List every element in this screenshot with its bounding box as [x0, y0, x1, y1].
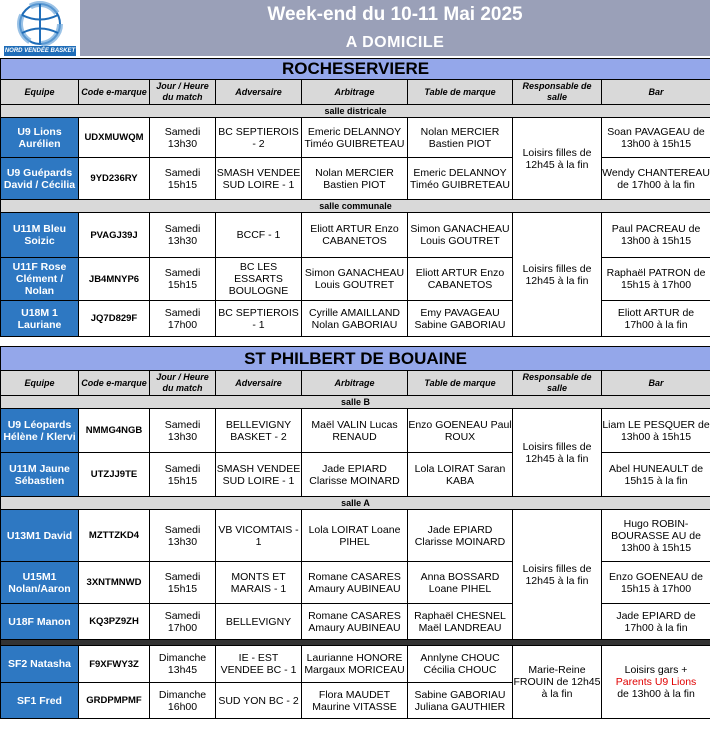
arbitrage-cell: Cyrille AMAILLAND Nolan GABORIAU: [302, 301, 408, 337]
salle-label: salle districale: [1, 105, 710, 118]
slot-cell: Samedi 13h30: [150, 409, 216, 453]
bar-line: de 13h00 à la fin: [617, 688, 695, 700]
opponent-cell: VB VICOMTAIS - 1: [216, 510, 302, 562]
slot-cell: Samedi 13h30: [150, 213, 216, 258]
page-subtitle: A DOMICILE: [80, 30, 710, 56]
opponent-cell: BELLEVIGNY: [216, 604, 302, 640]
team-cell: U11M Bleu Soizic: [1, 213, 79, 258]
code-cell: UDXMUWQM: [79, 118, 150, 158]
column-header: Code e-marque: [79, 371, 150, 396]
column-header: Bar: [602, 80, 710, 105]
schedule-table-rocheserviere: [0, 58, 710, 337]
arbitrage-cell: Romane CASARES Amaury AUBINEAU: [302, 604, 408, 640]
arbitrage-cell: Emeric DELANNOY Timéo GUIBRETEAU: [302, 118, 408, 158]
opponent-cell: SUD YON BC - 2: [216, 683, 302, 719]
table-row: [1, 604, 710, 640]
opponent-cell: BCCF - 1: [216, 213, 302, 258]
table-cell: Raphaël CHESNEL Maël LANDREAU: [408, 604, 513, 640]
table-cell: Annlyne CHOUC Cécilia CHOUC: [408, 646, 513, 683]
bar-highlight: Parents U9 Lions: [615, 676, 697, 688]
slot-cell: Samedi 15h15: [150, 258, 216, 301]
table-row: [1, 510, 710, 562]
club-logo: [0, 0, 80, 58]
logo-text: NORD VENDÉE BASKET: [4, 48, 76, 54]
column-header: Adversaire: [216, 80, 302, 105]
team-cell: U13M1 David: [1, 510, 79, 562]
column-header: Responsable de salle: [513, 80, 602, 105]
slot-cell: Dimanche 16h00: [150, 683, 216, 719]
code-cell: JQ7D829F: [79, 301, 150, 337]
responsable-cell: Loisirs filles de 12h45 à la fin: [513, 213, 602, 337]
table-row: [1, 118, 710, 158]
slot-cell: Samedi 15h15: [150, 562, 216, 604]
code-cell: MZTTZKD4: [79, 510, 150, 562]
column-header: Code e-marque: [79, 80, 150, 105]
opponent-cell: IE - EST VENDEE BC - 1: [216, 646, 302, 683]
table-cell: Eliott ARTUR Enzo CABANETOS: [408, 258, 513, 301]
opponent-cell: BC LES ESSARTS BOULOGNE: [216, 258, 302, 301]
venue-title: ST PHILBERT DE BOUAINE: [1, 347, 710, 371]
slot-cell: Samedi 17h00: [150, 301, 216, 337]
responsable-cell: Loisirs filles de 12h45 à la fin: [513, 118, 602, 200]
bar-cell: Jade EPIARD de 17h00 à la fin: [602, 604, 710, 640]
code-cell: KQ3PZ9ZH: [79, 604, 150, 640]
column-header: Arbitrage: [302, 80, 408, 105]
table-row: [1, 258, 710, 301]
opponent-cell: MONTS ET MARAIS - 1: [216, 562, 302, 604]
bar-cell: Eliott ARTUR de 17h00 à la fin: [602, 301, 710, 337]
bar-cell: Soan PAVAGEAU de 13h00 à 15h15: [602, 118, 710, 158]
arbitrage-cell: Maël VALIN Lucas RENAUD: [302, 409, 408, 453]
table-row: [1, 213, 710, 258]
code-cell: F9XFWY3Z: [79, 646, 150, 683]
code-cell: NMMG4NGB: [79, 409, 150, 453]
arbitrage-cell: Laurianne HONORE Margaux MORICEAU: [302, 646, 408, 683]
team-cell: U18F Manon: [1, 604, 79, 640]
table-row: [1, 158, 710, 200]
table-row: [1, 646, 710, 683]
table-cell: Sabine GABORIAU Juliana GAUTHIER: [408, 683, 513, 719]
schedule-table-st-philbert: [0, 346, 710, 719]
column-header: Jour / Heure du match: [150, 80, 216, 105]
bar-line: Loisirs gars +: [624, 664, 688, 676]
slot-cell: Samedi 13h30: [150, 510, 216, 562]
column-header: Equipe: [1, 80, 79, 105]
opponent-cell: BELLEVIGNY BASKET - 2: [216, 409, 302, 453]
arbitrage-cell: Simon GANACHEAU Louis GOUTRET: [302, 258, 408, 301]
column-header: Equipe: [1, 371, 79, 396]
arbitrage-cell: Lola LOIRAT Loane PIHEL: [302, 510, 408, 562]
bar-cell: Raphaël PATRON de 15h15 à 17h00: [602, 258, 710, 301]
team-cell: U9 Guépards David / Cécilia: [1, 158, 79, 200]
table-cell: Nolan MERCIER Bastien PIOT: [408, 118, 513, 158]
opponent-cell: SMASH VENDEE SUD LOIRE - 1: [216, 453, 302, 497]
bar-cell: Liam LE PESQUER de 13h00 à 15h15: [602, 409, 710, 453]
bar-cell: Hugo ROBIN-BOURASSE AU de 13h00 à 15h15: [602, 510, 710, 562]
code-cell: GRDPMPMF: [79, 683, 150, 719]
column-header: Bar: [602, 371, 710, 396]
team-cell: U11F Rose Clément / Nolan: [1, 258, 79, 301]
arbitrage-cell: Romane CASARES Amaury AUBINEAU: [302, 562, 408, 604]
arbitrage-cell: Eliott ARTUR Enzo CABANETOS: [302, 213, 408, 258]
slot-cell: Samedi 17h00: [150, 604, 216, 640]
slot-cell: Samedi 15h15: [150, 453, 216, 497]
opponent-cell: SMASH VENDEE SUD LOIRE - 1: [216, 158, 302, 200]
table-cell: Anna BOSSARD Loane PIHEL: [408, 562, 513, 604]
team-cell: U15M1 Nolan/Aaron: [1, 562, 79, 604]
code-cell: 3XNTMNWD: [79, 562, 150, 604]
column-header: Arbitrage: [302, 371, 408, 396]
team-cell: SF1 Fred: [1, 683, 79, 719]
table-cell: Enzo GOENEAU Paul ROUX: [408, 409, 513, 453]
table-row: [1, 562, 710, 604]
team-cell: U18M 1 Lauriane: [1, 301, 79, 337]
column-header: Jour / Heure du match: [150, 371, 216, 396]
column-header: Table de marque: [408, 371, 513, 396]
code-cell: UTZJJ9TE: [79, 453, 150, 497]
team-cell: U9 Lions Aurélien: [1, 118, 79, 158]
arbitrage-cell: Jade EPIARD Clarisse MOINARD: [302, 453, 408, 497]
code-cell: 9YD236RY: [79, 158, 150, 200]
bar-cell: Paul PACREAU de 13h00 à 15h15: [602, 213, 710, 258]
bar-cell: Abel HUNEAULT de 15h15 à la fin: [602, 453, 710, 497]
team-cell: SF2 Natasha: [1, 646, 79, 683]
team-cell: U11M Jaune Sébastien: [1, 453, 79, 497]
venue-title: ROCHESERVIERE: [1, 59, 710, 80]
table-cell: Jade EPIARD Clarisse MOINARD: [408, 510, 513, 562]
table-row: [1, 453, 710, 497]
table-cell: Lola LOIRAT Saran KABA: [408, 453, 513, 497]
table-cell: Emy PAVAGEAU Sabine GABORIAU: [408, 301, 513, 337]
column-header: Table de marque: [408, 80, 513, 105]
opponent-cell: BC SEPTIEROIS - 1: [216, 301, 302, 337]
bar-cell: Enzo GOENEAU de 15h15 à 17h00: [602, 562, 710, 604]
salle-label: salle communale: [1, 200, 710, 213]
responsable-cell: Loisirs filles de 12h45 à la fin: [513, 510, 602, 640]
arbitrage-cell: Flora MAUDET Maurine VITASSE: [302, 683, 408, 719]
table-cell: Emeric DELANNOY Timéo GUIBRETEAU: [408, 158, 513, 200]
slot-cell: Dimanche 13h45: [150, 646, 216, 683]
slot-cell: Samedi 15h15: [150, 158, 216, 200]
page-title: Week-end du 10-11 Mai 2025: [80, 0, 710, 30]
table-row: [1, 301, 710, 337]
bar-cell: [602, 646, 710, 719]
arbitrage-cell: Nolan MERCIER Bastien PIOT: [302, 158, 408, 200]
table-row: [1, 409, 710, 453]
responsable-cell: Loisirs filles de 12h45 à la fin: [513, 409, 602, 497]
table-cell: Simon GANACHEAU Louis GOUTRET: [408, 213, 513, 258]
opponent-cell: BC SEPTIEROIS - 2: [216, 118, 302, 158]
slot-cell: Samedi 13h30: [150, 118, 216, 158]
code-cell: JB4MNYP6: [79, 258, 150, 301]
responsable-cell: Marie-Reine FROUIN de 12h45 à la fin: [513, 646, 602, 719]
bar-cell: Wendy CHANTEREAU de 17h00 à la fin: [602, 158, 710, 200]
salle-label: salle B: [1, 396, 710, 409]
column-header: Adversaire: [216, 371, 302, 396]
team-cell: U9 Léopards Hélène / Klervi: [1, 409, 79, 453]
salle-label: salle A: [1, 497, 710, 510]
column-header: Responsable de salle: [513, 371, 602, 396]
code-cell: PVAGJ39J: [79, 213, 150, 258]
